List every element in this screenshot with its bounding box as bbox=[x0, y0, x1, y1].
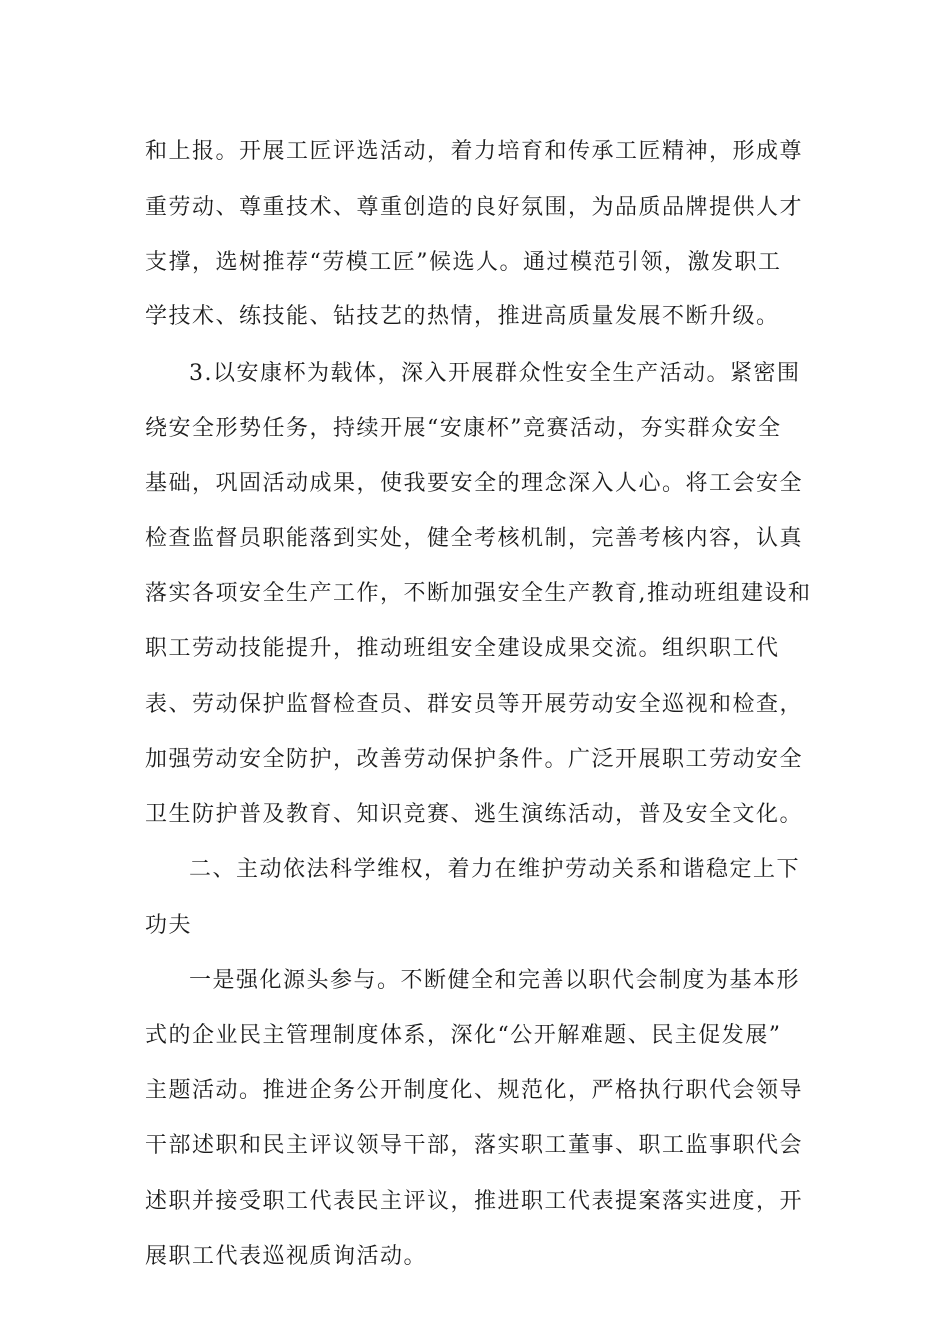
paragraph-line: 加强劳动安全防护，改善劳动保护条件。广泛开展职工劳动安全 bbox=[145, 747, 804, 772]
paragraph-line: 重劳动、尊重技术、尊重创造的良好氛围，为品质品牌提供人才 bbox=[145, 195, 804, 220]
paragraph-line: 落实各项安全生产工作，不断加强安全生产教育,推动班组建设和 bbox=[145, 581, 812, 606]
paragraph-line: 式的企业民主管理制度体系，深化“公开解难题、民主促发展” bbox=[145, 1023, 782, 1048]
paragraph-line: 绕安全形势任务，持续开展“安康杯”竞赛活动，夯实群众安全 bbox=[145, 416, 782, 441]
section-heading-line: 功夫 bbox=[145, 913, 193, 938]
paragraph-line: 学技术、练技能、钻技艺的热情，推进高质量发展不断升级。 bbox=[145, 304, 780, 329]
paragraph-line: 检查监督员职能落到实处，健全考核机制，完善考核内容，认真 bbox=[145, 526, 804, 551]
paragraph-line: 卫生防护普及教育、知识竞赛、逃生演练活动，普及安全文化。 bbox=[145, 802, 804, 827]
paragraph-line: 和上报。开展工匠评选活动，着力培育和传承工匠精神，形成尊 bbox=[145, 139, 804, 164]
paragraph-line: 主题活动。推进企务公开制度化、规范化，严格执行职代会领导 bbox=[145, 1078, 804, 1103]
section-heading-line: 二、主动依法科学维权，着力在维护劳动关系和谐稳定上下 bbox=[189, 857, 801, 882]
paragraph-line: 表、劳动保护监督检查员、群安员等开展劳动安全巡视和检查， bbox=[145, 692, 804, 717]
paragraph-line: 3.以安康杯为载体，深入开展群众性安全生产活动。紧密围 bbox=[189, 361, 801, 386]
paragraph-line: 职工劳动技能提升，推动班组安全建设成果交流。组织职工代 bbox=[145, 636, 780, 661]
paragraph-line: 一是强化源头参与。不断健全和完善以职代会制度为基本形 bbox=[189, 968, 801, 993]
paragraph-line: 述职并接受职工代表民主评议，推进职工代表提案落实进度，开 bbox=[145, 1189, 804, 1214]
paragraph-line: 支撑，选树推荐“劳模工匠”候选人。通过模范引领，激发职工 bbox=[145, 250, 782, 275]
paragraph-line: 基础，巩固活动成果，使我要安全的理念深入人心。将工会安全 bbox=[145, 471, 804, 496]
paragraph-line: 展职工代表巡视质询活动。 bbox=[145, 1244, 428, 1269]
paragraph-line: 干部述职和民主评议领导干部，落实职工董事、职工监事职代会 bbox=[145, 1133, 804, 1158]
